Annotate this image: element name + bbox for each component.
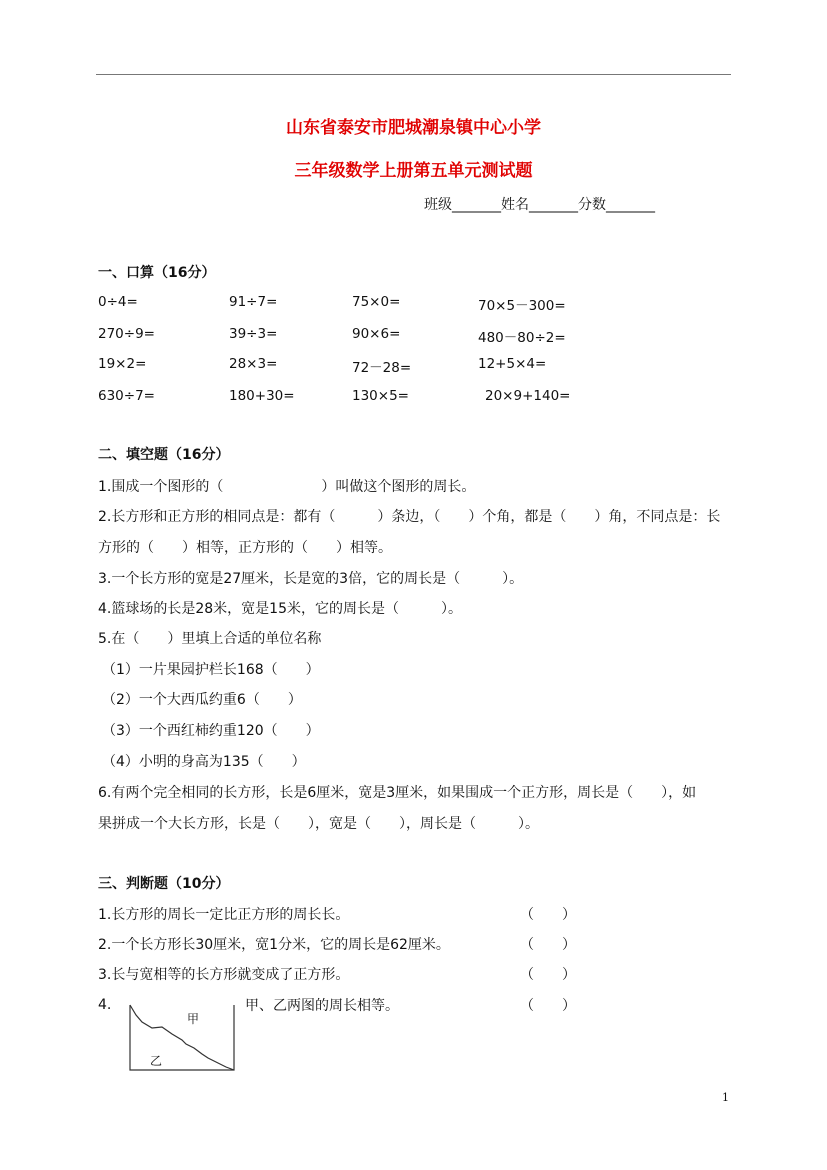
judge-answer-paren: （ ） bbox=[520, 998, 576, 1014]
judge-question-3: 3.长与宽相等的长方形就变成了正方形。 bbox=[98, 967, 350, 983]
fill-question-2-line2: 方形的（ ）相等，正方形的（ ）相等。 bbox=[98, 540, 392, 556]
calc-cell: 480－80÷2= bbox=[478, 330, 566, 346]
judge-question-4-number: 4. bbox=[98, 997, 112, 1013]
fill-question-5-item: （1）一片果园护栏长168（ ） bbox=[102, 662, 320, 678]
section1-heading: 一、口算（16分） bbox=[98, 265, 216, 281]
fill-question-5-item: （3）一个西红柿约重120（ ） bbox=[102, 723, 320, 739]
calc-cell: 72－28= bbox=[352, 360, 412, 376]
section3-heading: 三、判断题（10分） bbox=[98, 876, 230, 892]
calc-cell: 630÷7= bbox=[98, 388, 155, 404]
calc-cell: 91÷7= bbox=[229, 294, 278, 310]
figure-label-jia: 甲 bbox=[187, 1012, 200, 1026]
fill-question-5: 5.在（ ）里填上合适的单位名称 bbox=[98, 631, 322, 647]
judge-answer-paren: （ ） bbox=[520, 907, 576, 923]
calc-cell: 12+5×4= bbox=[478, 356, 547, 372]
exam-title: 三年级数学上册第五单元测试题 bbox=[294, 161, 533, 181]
judge-question-1: 1.长方形的周长一定比正方形的周长长。 bbox=[98, 907, 350, 923]
calc-cell: 70×5－300= bbox=[478, 298, 566, 314]
fill-question-6-line1: 6.有两个完全相同的长方形，长是6厘米，宽是3厘米，如果围成一个正方形，周长是（ ），如 bbox=[98, 785, 697, 801]
calc-cell: 39÷3= bbox=[229, 326, 278, 342]
fill-question-5-item: （4）小明的身高为135（ ） bbox=[102, 754, 306, 770]
header-rule bbox=[96, 74, 731, 75]
section2-heading: 二、填空题（16分） bbox=[98, 447, 230, 463]
school-title: 山东省泰安市肥城潮泉镇中心小学 bbox=[286, 118, 541, 138]
figure-outline bbox=[130, 1005, 234, 1070]
page-number: 1 bbox=[722, 1091, 729, 1104]
judge-question-2: 2.一个长方形长30厘米，宽1分米，它的周长是62厘米。 bbox=[98, 937, 450, 953]
fill-question-4: 4.篮球场的长是28米，宽是15米，它的周长是（ ）。 bbox=[98, 601, 462, 617]
calc-cell: 270÷9= bbox=[98, 326, 155, 342]
figure-jagged-divider bbox=[130, 1005, 234, 1070]
calc-cell: 90×6= bbox=[352, 326, 401, 342]
calc-cell: 75×0= bbox=[352, 294, 401, 310]
fill-question-6-line2: 果拼成一个大长方形，长是（ ），宽是（ ），周长是（ ）。 bbox=[98, 816, 539, 832]
fill-question-5-item: （2）一个大西瓜约重6（ ） bbox=[102, 692, 302, 708]
calc-cell: 130×5= bbox=[352, 388, 409, 404]
fill-question-1: 1.围成一个图形的（ ）叫做这个图形的周长。 bbox=[98, 479, 476, 495]
calc-cell: 180+30= bbox=[229, 388, 295, 404]
calc-cell: 0÷4= bbox=[98, 294, 138, 310]
fill-question-3: 3.一个长方形的宽是27厘米，长是宽的3倍，它的周长是（ ）。 bbox=[98, 571, 524, 587]
judge-question-4: 甲、乙两图的周长相等。 bbox=[245, 998, 399, 1014]
calc-cell: 20×9+140= bbox=[485, 388, 571, 404]
calc-cell: 28×3= bbox=[229, 356, 278, 372]
judge-answer-paren: （ ） bbox=[520, 937, 576, 953]
student-info-line: 班级_______姓名_______分数_______ bbox=[424, 197, 655, 213]
figure-label-yi: 乙 bbox=[150, 1054, 163, 1068]
fill-question-2-line1: 2.长方形和正方形的相同点是：都有（ ）条边，（ ）个角，都是（ ）角，不同点是：长 bbox=[98, 509, 721, 525]
perimeter-figure bbox=[126, 1000, 238, 1074]
judge-answer-paren: （ ） bbox=[520, 967, 576, 983]
calc-cell: 19×2= bbox=[98, 356, 147, 372]
